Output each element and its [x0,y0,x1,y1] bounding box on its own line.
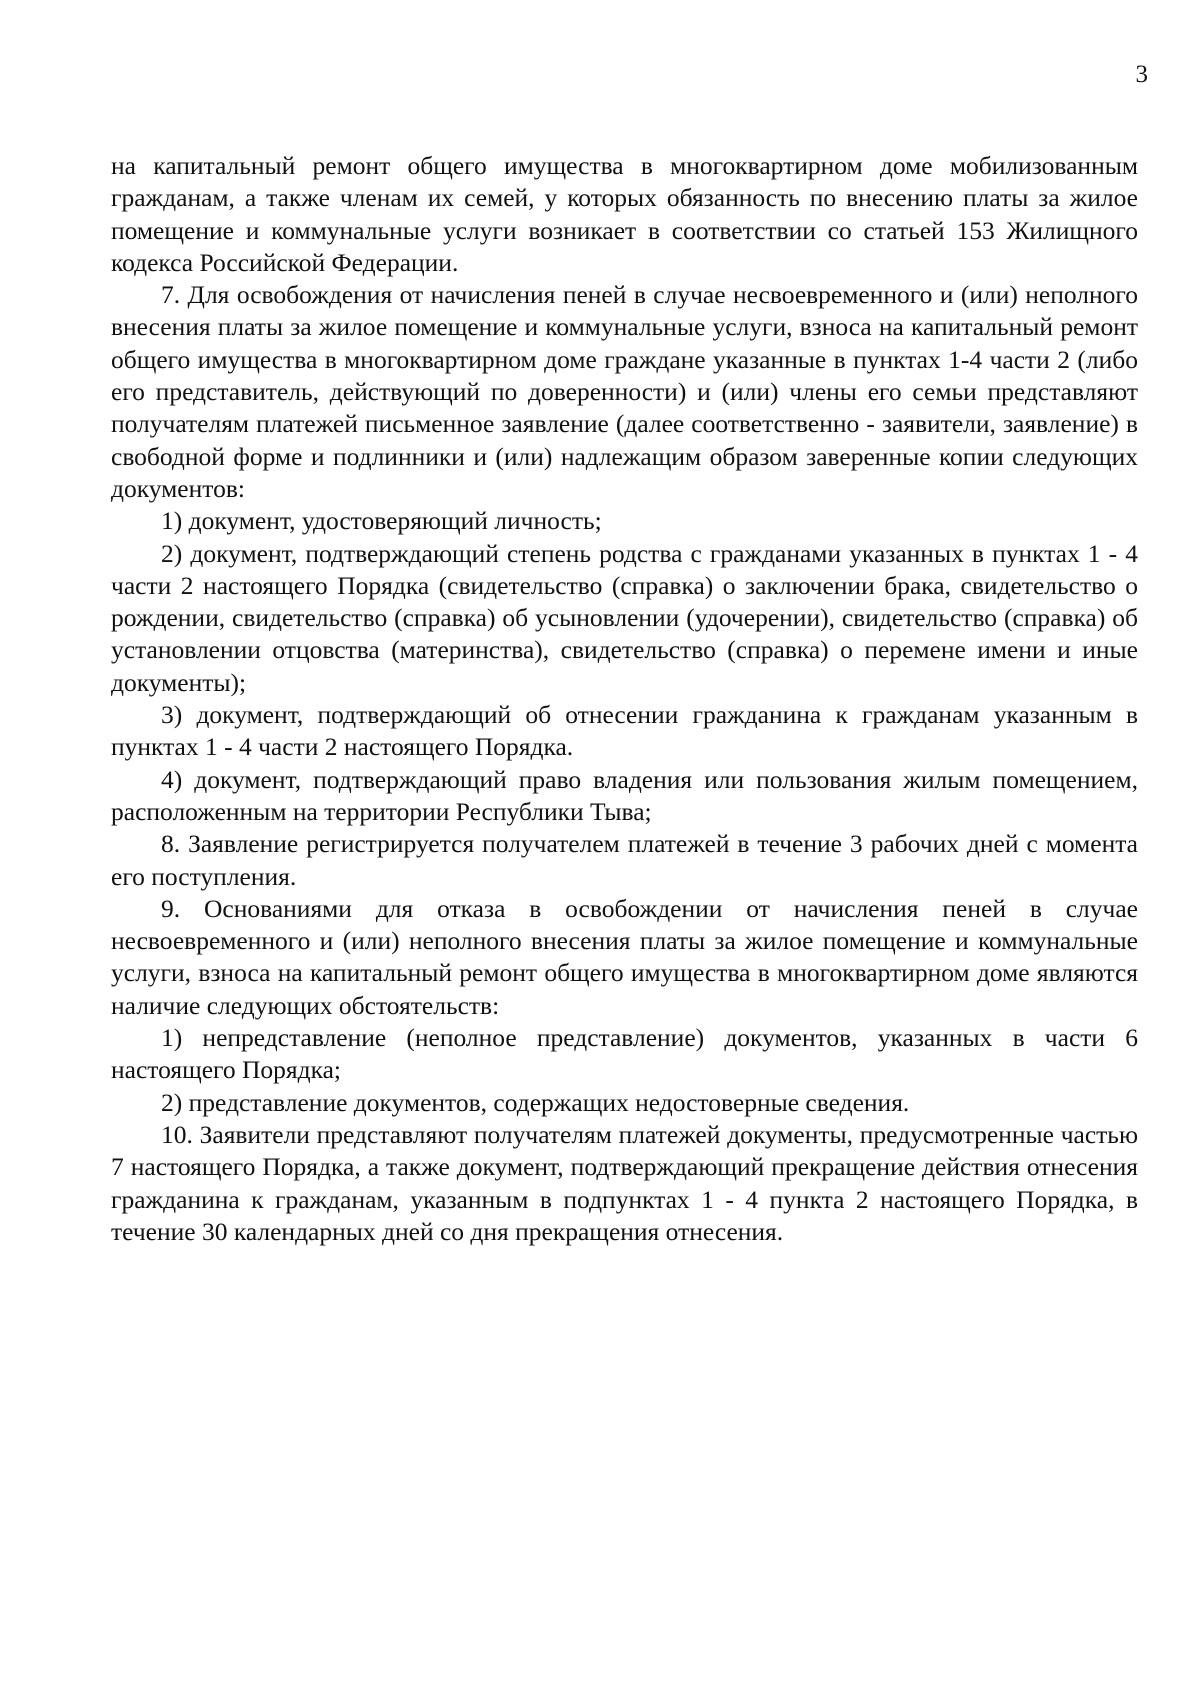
paragraph: 7. Для освобождения от начисления пеней в случае несвоевременного и (или) неполного внесения платы за жилое помещение и коммунальные услуги, взноса на капитальный ремонт общего имущества в многоквартирном доме граждане указанные в пунктах 1-4 части 2 (либо его представитель, действующий по доверенности) и (или) члены его семьи представляют получателям платежей письменное заявление (далее соответственно - заявители, заявление) в свободной форме и подлинники и (или) надлежащим образом заверенные копии следующих документов: [111,280,1138,503]
paragraph: на капитальный ремонт общего имущества в многоквартирном доме мобилизованным гражданам, а также членам их семей, у которых обязанность по внесению платы за жилое помещение и коммунальные услуги возникает в соответствии со статьей 153 Жилищного кодекса Российской Федерации. [111,151,1138,277]
paragraph: 2) представление документов, содержащих недостоверные сведения. [161,1087,910,1117]
paragraph: 10. Заявители представляют получателям платежей документы, предусмотренные частью 7 настоящего Порядка, а также документ, подтверждающий прекращение действия отнесения гражданина к гражданам, указанным в подпунктах 1 - 4 пункта 2 настоящего Порядка, в течение 30 календарных дней со дня прекращения отнесения. [111,1119,1138,1246]
paragraph: 1) документ, удостоверяющий личность; [161,506,602,536]
page-number: 3 [1135,61,1148,88]
paragraph: 4) документ, подтверждающий право владения или пользования жилым помещением, расположенным на территории Республики Тыва; [111,764,1138,826]
paragraph: 9. Основаниями для отказа в освобождении от начисления пеней в случае несвоевременного и (или) неполного внесения платы за жилое помещение и коммунальные услуги, взноса на капитальный ремонт общего имущества в многоквартирном доме являются наличие следующих обстоятельств: [111,893,1138,1020]
paragraph: 1) непредставление (неполное представление) документов, указанных в части 6 настоящего Порядка; [111,1023,1138,1085]
paragraph: 8. Заявление регистрируется получателем платежей в течение 3 рабочих дней с момента его поступления. [111,829,1138,891]
paragraph: 3) документ, подтверждающий об отнесении гражданина к гражданам указанным в пунктах 1 - 4 части 2 настоящего Порядка. [111,700,1138,762]
paragraph: 2) документ, подтверждающий степень родства с гражданами указанных в пунктах 1 - 4 части 2 настоящего Порядка (свидетельство (справка) о заключении брака, свидетельство о рождении, свидетельство (справка) об усыновлении (удочерении), свидетельство (справка) об установлении отцовства (материнства), свидетельство (справка) о перемене имени и иные документы); [111,538,1138,697]
document-body [111,150,1138,1248]
